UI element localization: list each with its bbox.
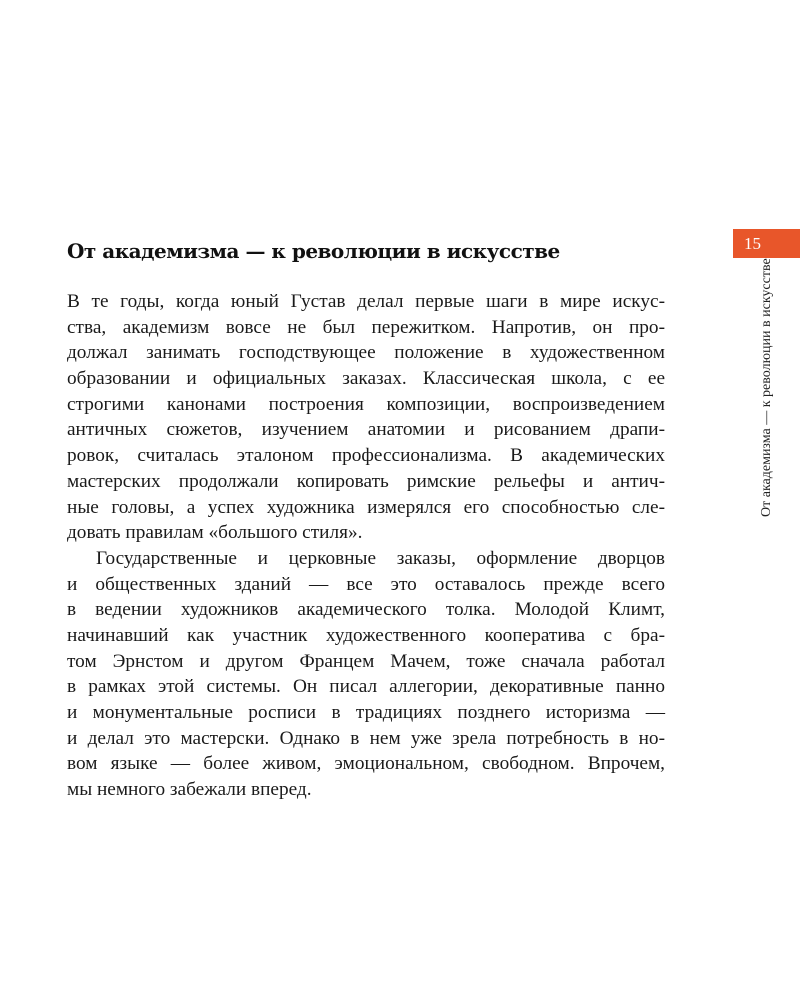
text-line: образовании и официальных заказах. Классическая школа, с ее <box>67 368 665 390</box>
body-text <box>67 289 665 803</box>
paragraph-2 <box>67 546 665 803</box>
text-line: и монументальные росписи в традициях позднего историзма — <box>67 702 665 723</box>
text-line: строгими канонами построения композиции, воспроизведением <box>67 393 665 415</box>
text-line: античных сюжетов, изучением анатомии и рисованием драпи- <box>67 419 665 441</box>
text-line: ства, академизм вовсе не был пережитком. Напротив, он про- <box>67 316 665 338</box>
text-line: довать правилам «большого стиля». <box>67 522 363 544</box>
text-line: в рамках этой системы. Он писал аллегории, декоративные панно <box>67 676 665 698</box>
text-line: и общественных зданий — все это оставалось прежде всего <box>67 573 665 595</box>
text-line: В те годы, когда юный Густав делал первые шаги в мире искус- <box>67 291 665 312</box>
text-line: начинавший как участник художественного кооператива с бра- <box>67 624 665 646</box>
section-title: От академизма — к революции в искусстве <box>67 239 560 263</box>
text-line: в ведении художников академического толка. Молодой Климт, <box>67 599 665 621</box>
text-line: мы немного забежали вперед. <box>67 779 312 801</box>
text-line: ровок, считалась эталоном профессионализма. В академических <box>67 445 665 467</box>
running-head: От академизма — к революции в искусстве <box>759 258 774 517</box>
text-line: должал занимать господствующее положение в художественном <box>67 342 665 364</box>
paragraph-1 <box>67 289 665 546</box>
page-number-tab <box>733 229 800 258</box>
text-line: том Эрнстом и другом Францем Мачем, тоже сначала работал <box>67 650 665 672</box>
text-line: Государственные и церковные заказы, оформление дворцов <box>96 547 665 569</box>
text-line: и делал это мастерски. Однако в нем уже зрела потребность в но- <box>67 727 665 749</box>
text-line: вом языке — более живом, эмоциональном, свободном. Впрочем, <box>67 753 665 775</box>
text-line: мастерских продолжали копировать римские рельефы и антич- <box>67 470 665 492</box>
text-line: ные головы, а успех художника измерялся его способностью сле- <box>67 496 665 518</box>
page-number: 15 <box>744 234 761 253</box>
